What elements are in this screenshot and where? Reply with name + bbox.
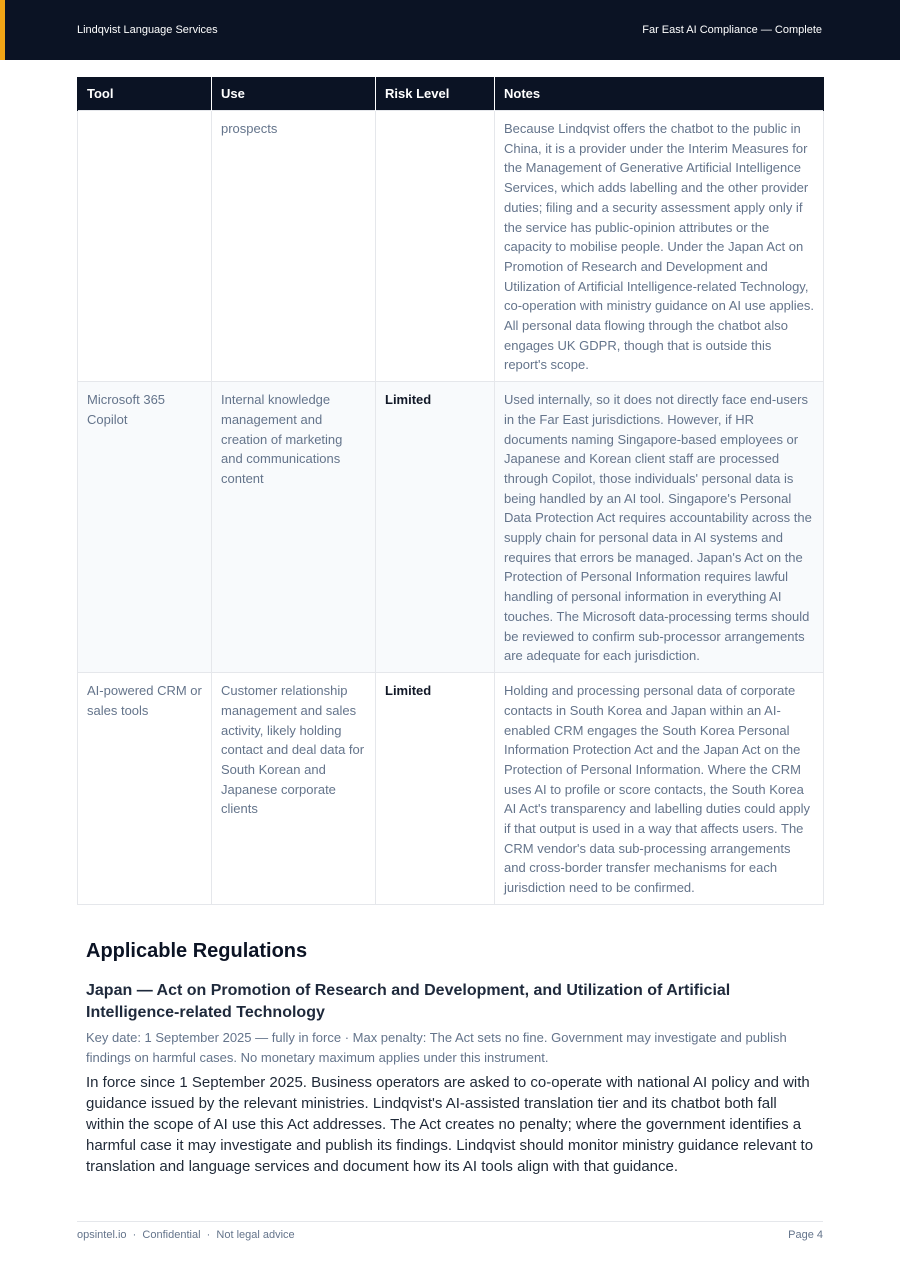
section-heading: Applicable Regulations bbox=[86, 940, 308, 962]
table-row bbox=[78, 673, 824, 905]
page-header bbox=[0, 0, 900, 60]
column-header-risk-level: Risk Level bbox=[376, 77, 495, 111]
table-row bbox=[78, 382, 824, 673]
notes-cell: Because Lindqvist offers the chatbot to the public in China, it is a provider under the Interim Measures for the Management of Generative Artificial Intelligence Services, which adds labelling and the other provider duties; filing and a security assessment apply only if the service has public-opinion attributes or the capacity to mobilise people. Under the Japan Act on Promotion of Research and Development and Utilization of Artificial Intelligence-related Technology, co-operation with ministry guidance on AI use applies. All personal data flowing through the chatbot also engages UK GDPR, though that is outside this report's scope. bbox=[495, 111, 824, 382]
page-number: Page 4 bbox=[788, 1229, 823, 1241]
use-cell: Internal knowledge management and creation of marketing and communications content bbox=[212, 382, 376, 673]
notes-cell: Holding and processing personal data of corporate contacts in South Korea and Japan within an AI-enabled CRM engages the South Korea Personal Information Protection Act and the Japan Act on the Protection of Personal Information. Where the CRM uses AI to profile or score contacts, the South Korea AI Act's transparency and labelling duties could apply if that output is used in a way that affects users. The CRM vendor's data sub-processing arrangements and cross-border transfer mechanisms for each jurisdiction need to be confirmed. bbox=[495, 673, 824, 905]
notes-cell: Used internally, so it does not directly face end-users in the Far East jurisdictions. However, if HR documents naming Singapore-based employees or Japanese and Korean client staff are processed through Copilot, those individuals' personal data is being handled by an AI tool. Singapore's Personal Data Protection Act requires accountability across the supply chain for personal data in AI systems and requires that errors be managed. Japan's Act on the Protection of Personal Information requires lawful handling of personal information in everything AI touches. The Microsoft data-processing terms should be reviewed to confirm sub-processor arrangements are adequate for each jurisdiction. bbox=[495, 382, 824, 673]
column-header-use: Use bbox=[212, 77, 376, 111]
ai-tools-table bbox=[77, 77, 824, 905]
use-cell: Customer relationship management and sales activity, likely holding contact and deal data for South Korean and Japanese corporate clients bbox=[212, 673, 376, 905]
regulation-description: In force since 1 September 2025. Business operators are asked to co-operate with national AI policy and with guidance issued by the relevant ministries. Lindqvist's AI-assisted translation tier and its chatbot both fall within the scope of AI use this Act addresses. The Act creates no penalty; where the government identifies a harmful case it may investigate and publish its findings. Lindqvist should monitor ministry guidance relevant to translation and language services and document how its AI tools align with that guidance. bbox=[86, 1074, 814, 1175]
tool-cell: AI-powered CRM or sales tools bbox=[78, 673, 212, 905]
column-header-notes: Notes bbox=[495, 77, 824, 111]
column-header-tool: Tool bbox=[78, 77, 212, 111]
table-row bbox=[78, 111, 824, 382]
header-company-name: Lindqvist Language Services bbox=[77, 24, 218, 36]
tool-cell: Microsoft 365 Copilot bbox=[78, 382, 212, 673]
header-accent-bar bbox=[0, 0, 5, 60]
regulation-title: Japan — Act on Promotion of Research and Development, and Utilization of Artificial Intelligence-related Technology bbox=[86, 982, 731, 1021]
risk-level-cell bbox=[376, 111, 495, 382]
header-report-title: Far East AI Compliance — Complete bbox=[642, 24, 822, 36]
risk-level-cell: Limited bbox=[376, 382, 495, 673]
table-header-row bbox=[78, 77, 824, 111]
tool-cell bbox=[78, 111, 212, 382]
regulation-key-facts: Key date: 1 September 2025 — fully in force · Max penalty: The Act sets no fine. Government may investigate and publish findings on harmful cases. No monetary maximum applies under this instrument. bbox=[86, 1030, 787, 1065]
risk-level-cell: Limited bbox=[376, 673, 495, 905]
footer-source: opsintel.io · Confidential · Not legal advice bbox=[77, 1229, 295, 1241]
footer-divider bbox=[77, 1221, 823, 1222]
use-cell: prospects bbox=[212, 111, 376, 382]
